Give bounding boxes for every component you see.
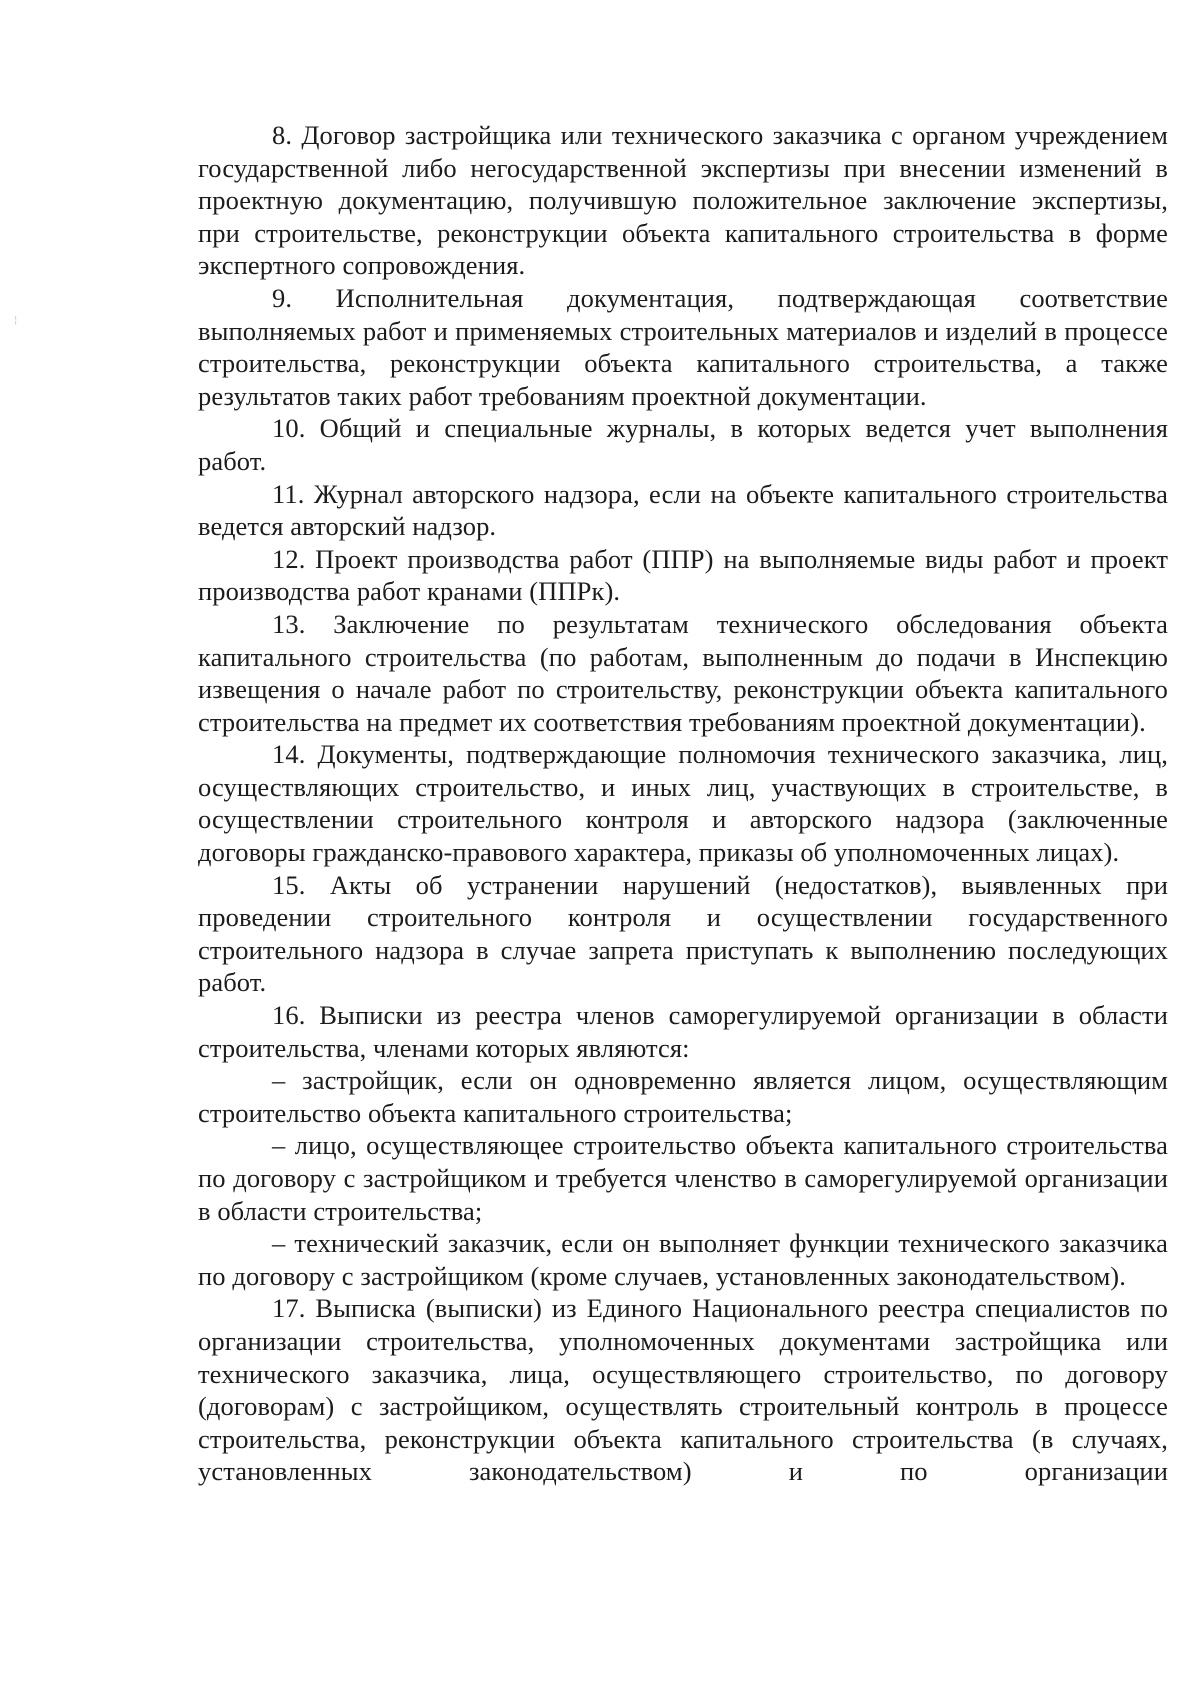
paragraph-item-8: 8. Договор застройщика или технического заказчика с органом учреждением государственной либо негосударственной экспертизы при внесении изменений в проектную документацию, получившую положительное заключение экспертизы, при строительстве, реконструкции объекта капитального строительства в форме экспертного сопровождения. [198, 120, 1168, 281]
paragraph-subitem-developer: – застройщик, если он одновременно является лицом, осуществляющим строительство объекта капитального строительства; [198, 1065, 1168, 1128]
paragraph-item-15: 15. Акты об устранении нарушений (недостатков), выявленных при проведении строительного контроля и осуществлении государственного строительного надзора в случае запрета приступать к выполнению последующих работ. [198, 869, 1168, 998]
paragraph-item-10: 10. Общий и специальные журналы, в которых ведется учет выполнения работ. [198, 413, 1168, 476]
paragraph-subitem-builder: – лицо, осуществляющее строительство объекта капитального строительства по договору с застройщиком и требуется членство в саморегулируемой организации в области строительства; [198, 1130, 1168, 1226]
paragraph-item-11: 11. Журнал авторского надзора, если на объекте капитального строительства ведется авторский надзор. [198, 478, 1168, 542]
paragraph-item-13: 13. Заключение по результатам технического обследования объекта капитального строительства (по работам, выполненным до подачи в Инспекцию извещения о начале работ по строительству, реконструкции объекта капитального строительства на предмет их соответствия требованиям проектной документации). [198, 608, 1168, 737]
paragraph-item-12: 12. Проект производства работ (ППР) на выполняемые виды работ и проект производства работ кранами (ППРк). [198, 543, 1168, 607]
paragraph-item-9: 9. Исполнительная документация, подтверждающая соответствие выполняемых работ и применяемых строительных материалов и изделий в процессе строительства, реконструкции объекта капитального строительства, а также результатов таких работ требованиям проектной документации. [198, 282, 1168, 411]
paragraph-item-14: 14. Документы, подтверждающие полномочия технического заказчика, лиц, осуществляющих строительство, и иных лиц, участвующих в строительстве, в осуществлении строительного контроля и авторского надзора (заключенные договоры гражданско-правового характера, приказы об уполномоченных лицах). [198, 739, 1168, 868]
paragraph-item-17: 17. Выписка (выписки) из Единого Национального реестра специалистов по организации строительства, уполномоченных документами застройщика или технического заказчика, лица, осуществляющего строительство, по договору (договорам) с застройщиком, осуществлять строительный контроль в процессе строительства, реконструкции объекта капитального строительства (в случаях, установленных законодательством) и по организации [198, 1293, 1168, 1487]
scan-artifact-mark: ¦ [14, 315, 18, 326]
document-body [198, 119, 1168, 1488]
paragraph-item-16: 16. Выписки из реестра членов саморегулируемой организации в области строительства, членами которых являются: [198, 1000, 1168, 1063]
paragraph-subitem-technical-customer: – технический заказчик, если он выполняет функции технического заказчика по договору с застройщиком (кроме случаев, установленных законодательством). [198, 1228, 1168, 1291]
